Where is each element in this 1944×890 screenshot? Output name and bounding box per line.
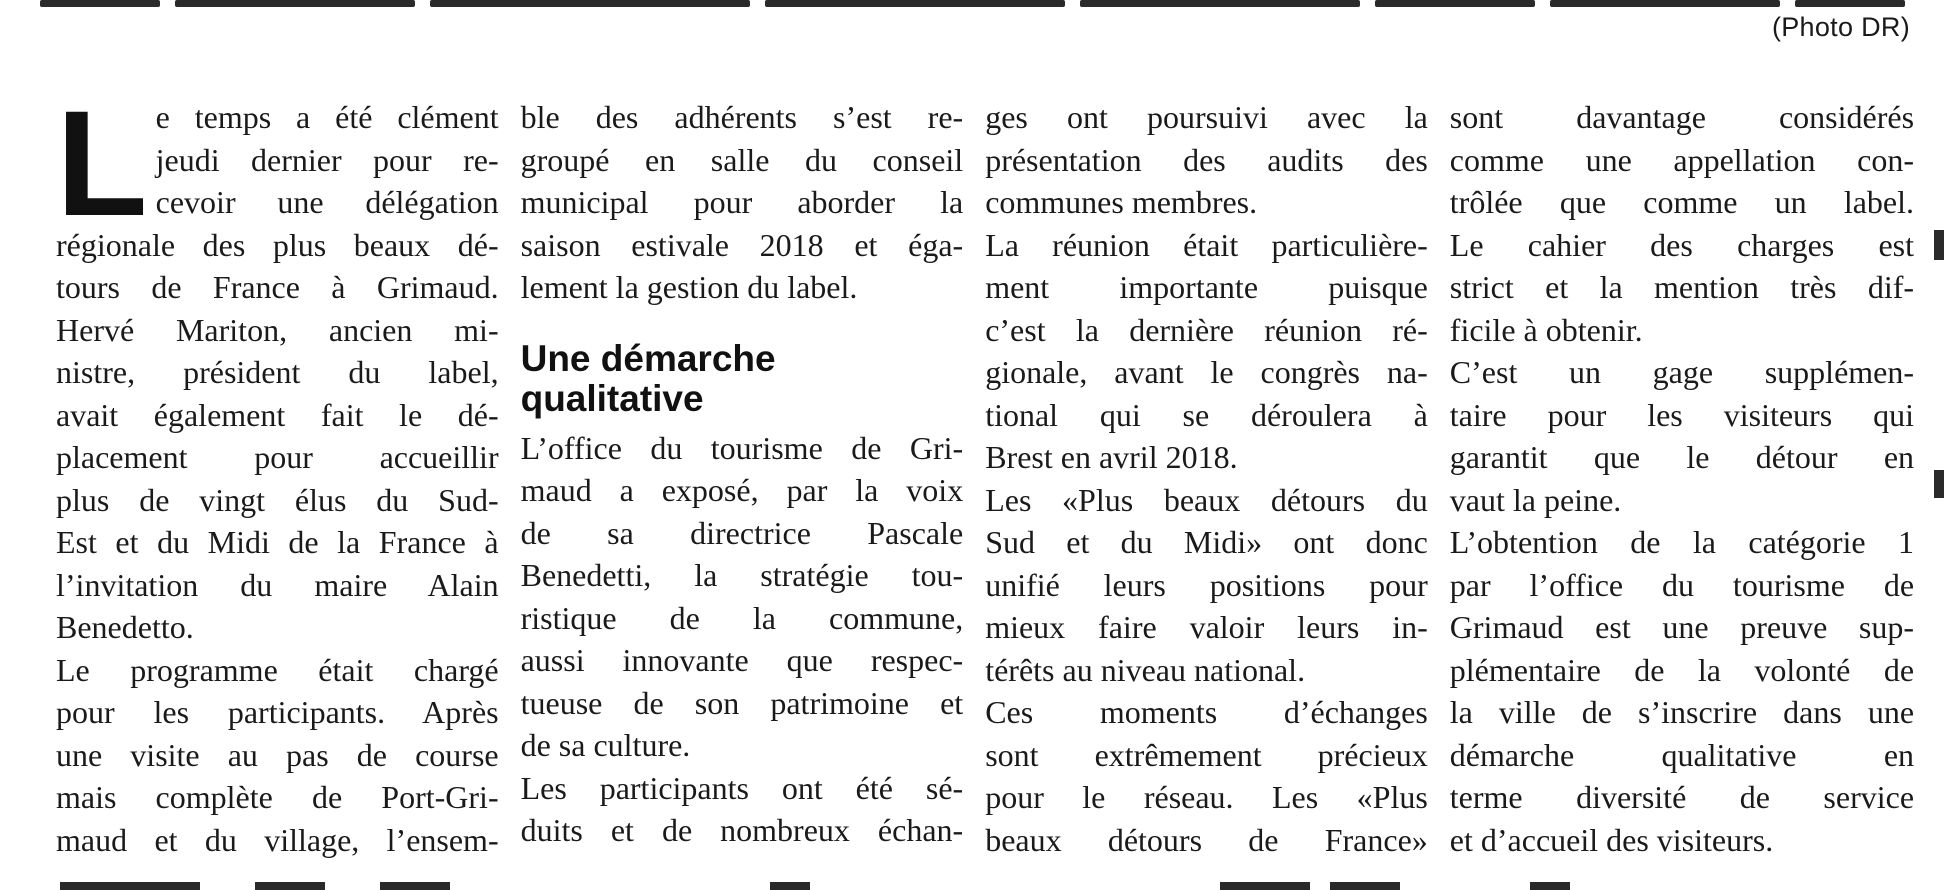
section-heading	[521, 339, 964, 419]
text-line: démarche qualitative en	[1449, 736, 1915, 773]
text-line: Ces moments d’échanges	[985, 694, 1428, 730]
text-line: Les participants ont été sé-	[520, 769, 964, 806]
cropped-caption-line	[0, 0, 1944, 8]
text-line: L’office du tourisme de Gri-	[520, 429, 964, 466]
text-line: trôlée que comme un label.	[1449, 184, 1915, 220]
text-line: nistre, président du label,	[56, 354, 499, 390]
text-line: de sa culture.	[520, 727, 691, 763]
text-line: avait également fait le dé-	[56, 396, 499, 433]
text-line: maud et du village, l’ensem-	[56, 821, 499, 858]
text-line: ficile à obtenir.	[1449, 311, 1643, 348]
text-line: jeudi dernier pour re-	[155, 141, 499, 178]
text-line: Hervé Mariton, ancien mi-	[56, 311, 499, 348]
text-line: pour le réseau. Les «Plus	[985, 779, 1428, 815]
text-line: groupé en salle du conseil	[520, 141, 964, 178]
text-line: saison estivale 2018 et éga-	[520, 226, 964, 263]
text-line: sont extrêmement précieux	[985, 736, 1428, 773]
text-line: plus de vingt élus du Sud-	[56, 481, 499, 518]
text-line: par l’office du tourisme de	[1449, 566, 1915, 603]
text-line: Est et du Midi de la France à	[56, 524, 499, 560]
text-line: tional qui se déroulera à	[985, 396, 1428, 433]
text-line: communes membres.	[985, 184, 1258, 220]
section-heading-line: qualitative	[520, 377, 704, 419]
text-line: garantit que le détour en	[1449, 439, 1915, 475]
text-line: placement pour accueillir	[56, 439, 499, 475]
text-line: tours de France à Grimaud.	[56, 269, 499, 305]
article-column-3	[985, 96, 1450, 856]
text-line: taire pour les visiteurs qui	[1449, 396, 1915, 433]
text-line: présentation des audits des	[985, 141, 1428, 178]
text-line: gionale, avant le congrès na-	[985, 354, 1428, 390]
photo-credit: (Photo DR)	[1771, 12, 1910, 42]
text-line: Les «Plus beaux détours du	[985, 481, 1428, 518]
text-line: cevoir une délégation	[155, 184, 499, 220]
text-line: plémentaire de la volonté de	[1449, 651, 1915, 688]
text-line: aussi innovante que respec-	[520, 642, 964, 678]
text-line: la ville de s’inscrire dans une	[1449, 694, 1915, 730]
adjacent-page-edge	[1934, 470, 1944, 498]
text-line: Benedetto.	[56, 609, 194, 645]
text-line: e temps a été clément	[155, 99, 499, 135]
text-line: pour les participants. Après	[56, 694, 499, 730]
text-line: et d’accueil des visiteurs.	[1449, 821, 1774, 858]
text-line: régionale des plus beaux dé-	[56, 226, 499, 263]
text-line: tueuse de son patrimoine et	[520, 684, 964, 721]
cropped-next-line	[0, 878, 1944, 890]
text-line: ble des adhérents s’est re-	[520, 99, 964, 135]
text-line: L’obtention de la catégorie 1	[1449, 524, 1915, 560]
text-line: municipal pour aborder la	[520, 184, 964, 220]
text-line: duits et de nombreux échan-	[520, 812, 964, 848]
text-line: Grimaud est une preuve sup-	[1449, 609, 1915, 645]
text-line: beaux détours de France»	[985, 821, 1428, 858]
text-line: une visite au pas de course	[56, 736, 499, 773]
text-line: Le programme était chargé	[56, 651, 499, 688]
article-column-4	[1450, 96, 1914, 856]
text-line: strict et la mention très dif-	[1449, 269, 1915, 305]
text-line: de sa directrice Pascale	[520, 514, 964, 551]
article-column-2	[521, 96, 986, 856]
text-line: maud a exposé, par la voix	[520, 472, 964, 508]
text-line: C’est un gage supplémen-	[1449, 354, 1915, 390]
text-line: unifié leurs positions pour	[985, 566, 1428, 603]
text-line: comme une appellation con-	[1449, 141, 1915, 178]
text-line: ment importante puisque	[985, 269, 1428, 305]
text-line: Sud et du Midi» ont donc	[985, 524, 1428, 560]
text-line: Le cahier des charges est	[1449, 226, 1915, 263]
adjacent-page-edge	[1934, 230, 1944, 260]
section-heading-line: Une démarche	[520, 337, 776, 379]
article-body	[56, 79, 1915, 858]
text-line: vaut la peine.	[1449, 481, 1622, 518]
text-line: mieux faire valoir leurs in-	[985, 609, 1428, 645]
text-line: mais complète de Port-Gri-	[56, 779, 499, 815]
text-line: sont davantage considérés	[1449, 99, 1915, 135]
text-line: l’invitation du maire Alain	[56, 566, 499, 603]
text-line: Brest en avril 2018.	[985, 439, 1238, 475]
text-line: c’est la dernière réunion ré-	[985, 311, 1428, 348]
text-line: térêts au niveau national.	[985, 651, 1306, 688]
text-line: Benedetti, la stratégie tou-	[520, 557, 964, 593]
text-line: ges ont poursuivi avec la	[985, 99, 1428, 135]
drop-cap: L	[56, 79, 148, 247]
text-line: terme diversité de service	[1449, 779, 1915, 815]
text-line: La réunion était particulière-	[985, 226, 1428, 263]
text-line: ristique de la commune,	[520, 599, 964, 636]
text-line: lement la gestion du label.	[520, 269, 858, 305]
article-column-1	[56, 79, 521, 858]
